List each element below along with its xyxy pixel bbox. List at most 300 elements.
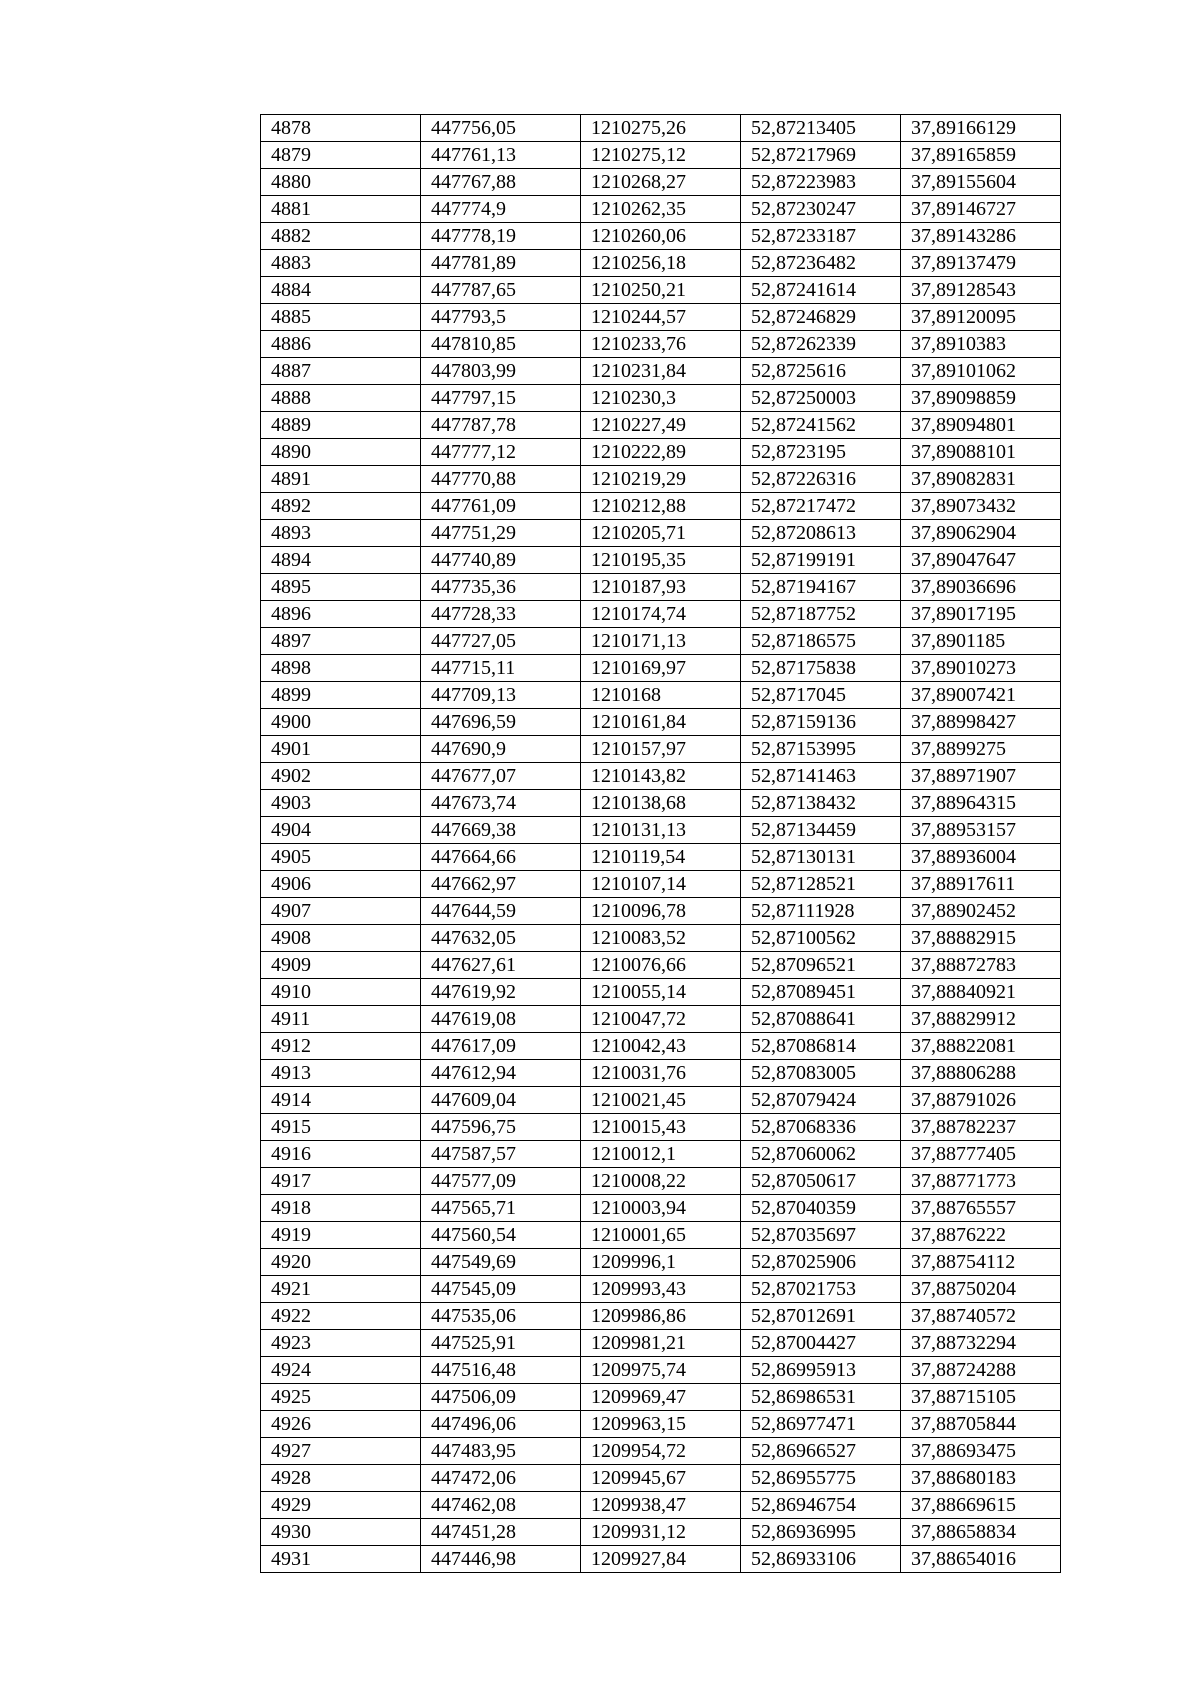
y-coordinate-cell: 1210205,71 [581, 520, 741, 547]
point-number-cell: 4928 [261, 1465, 421, 1492]
y-coordinate-cell: 1210157,97 [581, 736, 741, 763]
x-coordinate-cell: 447560,54 [421, 1222, 581, 1249]
longitude-cell: 37,88806288 [901, 1060, 1061, 1087]
latitude-cell: 52,87208613 [741, 520, 901, 547]
longitude-cell: 37,88754112 [901, 1249, 1061, 1276]
longitude-cell: 37,89047647 [901, 547, 1061, 574]
longitude-cell: 37,89166129 [901, 115, 1061, 142]
table-row [261, 1141, 1061, 1168]
latitude-cell: 52,87130131 [741, 844, 901, 871]
latitude-cell: 52,87060062 [741, 1141, 901, 1168]
longitude-cell: 37,88654016 [901, 1546, 1061, 1573]
x-coordinate-cell: 447545,09 [421, 1276, 581, 1303]
x-coordinate-cell: 447761,13 [421, 142, 581, 169]
longitude-cell: 37,89146727 [901, 196, 1061, 223]
latitude-cell: 52,87089451 [741, 979, 901, 1006]
point-number-cell: 4919 [261, 1222, 421, 1249]
y-coordinate-cell: 1209993,43 [581, 1276, 741, 1303]
point-number-cell: 4920 [261, 1249, 421, 1276]
longitude-cell: 37,88902452 [901, 898, 1061, 925]
latitude-cell: 52,87079424 [741, 1087, 901, 1114]
longitude-cell: 37,89062904 [901, 520, 1061, 547]
point-number-cell: 4908 [261, 925, 421, 952]
longitude-cell: 37,89098859 [901, 385, 1061, 412]
table-row [261, 1411, 1061, 1438]
table-row [261, 439, 1061, 466]
y-coordinate-cell: 1210222,89 [581, 439, 741, 466]
y-coordinate-cell: 1210031,76 [581, 1060, 741, 1087]
point-number-cell: 4912 [261, 1033, 421, 1060]
table-row [261, 1492, 1061, 1519]
y-coordinate-cell: 1210187,93 [581, 574, 741, 601]
latitude-cell: 52,86955775 [741, 1465, 901, 1492]
y-coordinate-cell: 1210012,1 [581, 1141, 741, 1168]
point-number-cell: 4901 [261, 736, 421, 763]
point-number-cell: 4913 [261, 1060, 421, 1087]
latitude-cell: 52,87035697 [741, 1222, 901, 1249]
point-number-cell: 4906 [261, 871, 421, 898]
latitude-cell: 52,87153995 [741, 736, 901, 763]
table-row [261, 682, 1061, 709]
point-number-cell: 4904 [261, 817, 421, 844]
point-number-cell: 4896 [261, 601, 421, 628]
x-coordinate-cell: 447664,66 [421, 844, 581, 871]
table-row [261, 1330, 1061, 1357]
latitude-cell: 52,86977471 [741, 1411, 901, 1438]
point-number-cell: 4931 [261, 1546, 421, 1573]
y-coordinate-cell: 1210119,54 [581, 844, 741, 871]
x-coordinate-cell: 447673,74 [421, 790, 581, 817]
latitude-cell: 52,87021753 [741, 1276, 901, 1303]
coordinates-table [260, 114, 1061, 1573]
latitude-cell: 52,87223983 [741, 169, 901, 196]
longitude-cell: 37,88829912 [901, 1006, 1061, 1033]
point-number-cell: 4880 [261, 169, 421, 196]
latitude-cell: 52,87194167 [741, 574, 901, 601]
longitude-cell: 37,88872783 [901, 952, 1061, 979]
longitude-cell: 37,89101062 [901, 358, 1061, 385]
latitude-cell: 52,87246829 [741, 304, 901, 331]
point-number-cell: 4914 [261, 1087, 421, 1114]
y-coordinate-cell: 1210083,52 [581, 925, 741, 952]
point-number-cell: 4929 [261, 1492, 421, 1519]
latitude-cell: 52,87236482 [741, 250, 901, 277]
latitude-cell: 52,87159136 [741, 709, 901, 736]
longitude-cell: 37,88740572 [901, 1303, 1061, 1330]
x-coordinate-cell: 447577,09 [421, 1168, 581, 1195]
table-row [261, 196, 1061, 223]
table-row [261, 898, 1061, 925]
longitude-cell: 37,89010273 [901, 655, 1061, 682]
x-coordinate-cell: 447644,59 [421, 898, 581, 925]
y-coordinate-cell: 1210055,14 [581, 979, 741, 1006]
table-row [261, 412, 1061, 439]
y-coordinate-cell: 1210138,68 [581, 790, 741, 817]
x-coordinate-cell: 447483,95 [421, 1438, 581, 1465]
y-coordinate-cell: 1210096,78 [581, 898, 741, 925]
coordinates-table-body [261, 115, 1061, 1573]
latitude-cell: 52,87175838 [741, 655, 901, 682]
table-row [261, 979, 1061, 1006]
longitude-cell: 37,88658834 [901, 1519, 1061, 1546]
table-row [261, 1303, 1061, 1330]
longitude-cell: 37,88953157 [901, 817, 1061, 844]
y-coordinate-cell: 1210260,06 [581, 223, 741, 250]
table-row [261, 1006, 1061, 1033]
x-coordinate-cell: 447587,57 [421, 1141, 581, 1168]
longitude-cell: 37,89165859 [901, 142, 1061, 169]
table-row [261, 1033, 1061, 1060]
table-row [261, 385, 1061, 412]
y-coordinate-cell: 1209981,21 [581, 1330, 741, 1357]
y-coordinate-cell: 1210015,43 [581, 1114, 741, 1141]
longitude-cell: 37,89073432 [901, 493, 1061, 520]
longitude-cell: 37,88917611 [901, 871, 1061, 898]
table-row [261, 1384, 1061, 1411]
table-row [261, 817, 1061, 844]
x-coordinate-cell: 447761,09 [421, 493, 581, 520]
point-number-cell: 4879 [261, 142, 421, 169]
longitude-cell: 37,88777405 [901, 1141, 1061, 1168]
y-coordinate-cell: 1210174,74 [581, 601, 741, 628]
latitude-cell: 52,87134459 [741, 817, 901, 844]
table-row [261, 1114, 1061, 1141]
point-number-cell: 4903 [261, 790, 421, 817]
y-coordinate-cell: 1210230,3 [581, 385, 741, 412]
y-coordinate-cell: 1209931,12 [581, 1519, 741, 1546]
longitude-cell: 37,8901185 [901, 628, 1061, 655]
y-coordinate-cell: 1210001,65 [581, 1222, 741, 1249]
latitude-cell: 52,87141463 [741, 763, 901, 790]
longitude-cell: 37,89017195 [901, 601, 1061, 628]
x-coordinate-cell: 447770,88 [421, 466, 581, 493]
longitude-cell: 37,88765557 [901, 1195, 1061, 1222]
y-coordinate-cell: 1210219,29 [581, 466, 741, 493]
x-coordinate-cell: 447709,13 [421, 682, 581, 709]
point-number-cell: 4885 [261, 304, 421, 331]
latitude-cell: 52,8723195 [741, 439, 901, 466]
latitude-cell: 52,87186575 [741, 628, 901, 655]
x-coordinate-cell: 447669,38 [421, 817, 581, 844]
y-coordinate-cell: 1210231,84 [581, 358, 741, 385]
latitude-cell: 52,87199191 [741, 547, 901, 574]
longitude-cell: 37,89007421 [901, 682, 1061, 709]
table-row [261, 736, 1061, 763]
y-coordinate-cell: 1210131,13 [581, 817, 741, 844]
x-coordinate-cell: 447451,28 [421, 1519, 581, 1546]
point-number-cell: 4886 [261, 331, 421, 358]
point-number-cell: 4923 [261, 1330, 421, 1357]
point-number-cell: 4924 [261, 1357, 421, 1384]
table-row [261, 547, 1061, 574]
y-coordinate-cell: 1210227,49 [581, 412, 741, 439]
longitude-cell: 37,89120095 [901, 304, 1061, 331]
point-number-cell: 4915 [261, 1114, 421, 1141]
y-coordinate-cell: 1209969,47 [581, 1384, 741, 1411]
latitude-cell: 52,87217969 [741, 142, 901, 169]
longitude-cell: 37,89128543 [901, 277, 1061, 304]
longitude-cell: 37,88732294 [901, 1330, 1061, 1357]
y-coordinate-cell: 1210244,57 [581, 304, 741, 331]
latitude-cell: 52,87111928 [741, 898, 901, 925]
table-row [261, 277, 1061, 304]
y-coordinate-cell: 1210233,76 [581, 331, 741, 358]
y-coordinate-cell: 1210250,21 [581, 277, 741, 304]
x-coordinate-cell: 447627,61 [421, 952, 581, 979]
table-row [261, 1465, 1061, 1492]
longitude-cell: 37,88840921 [901, 979, 1061, 1006]
latitude-cell: 52,87241562 [741, 412, 901, 439]
longitude-cell: 37,88705844 [901, 1411, 1061, 1438]
point-number-cell: 4878 [261, 115, 421, 142]
longitude-cell: 37,89036696 [901, 574, 1061, 601]
longitude-cell: 37,89155604 [901, 169, 1061, 196]
x-coordinate-cell: 447767,88 [421, 169, 581, 196]
y-coordinate-cell: 1210168 [581, 682, 741, 709]
point-number-cell: 4911 [261, 1006, 421, 1033]
point-number-cell: 4927 [261, 1438, 421, 1465]
latitude-cell: 52,87226316 [741, 466, 901, 493]
latitude-cell: 52,87004427 [741, 1330, 901, 1357]
point-number-cell: 4925 [261, 1384, 421, 1411]
point-number-cell: 4907 [261, 898, 421, 925]
table-row [261, 331, 1061, 358]
x-coordinate-cell: 447735,36 [421, 574, 581, 601]
latitude-cell: 52,86946754 [741, 1492, 901, 1519]
x-coordinate-cell: 447715,11 [421, 655, 581, 682]
table-row [261, 952, 1061, 979]
x-coordinate-cell: 447740,89 [421, 547, 581, 574]
table-row [261, 655, 1061, 682]
y-coordinate-cell: 1210275,26 [581, 115, 741, 142]
point-number-cell: 4881 [261, 196, 421, 223]
latitude-cell: 52,86933106 [741, 1546, 901, 1573]
y-coordinate-cell: 1209938,47 [581, 1492, 741, 1519]
longitude-cell: 37,89088101 [901, 439, 1061, 466]
latitude-cell: 52,87012691 [741, 1303, 901, 1330]
y-coordinate-cell: 1210143,82 [581, 763, 741, 790]
y-coordinate-cell: 1209927,84 [581, 1546, 741, 1573]
point-number-cell: 4909 [261, 952, 421, 979]
latitude-cell: 52,8725616 [741, 358, 901, 385]
longitude-cell: 37,89094801 [901, 412, 1061, 439]
y-coordinate-cell: 1210107,14 [581, 871, 741, 898]
latitude-cell: 52,86995913 [741, 1357, 901, 1384]
table-row [261, 925, 1061, 952]
longitude-cell: 37,89143286 [901, 223, 1061, 250]
y-coordinate-cell: 1210161,84 [581, 709, 741, 736]
latitude-cell: 52,87040359 [741, 1195, 901, 1222]
x-coordinate-cell: 447462,08 [421, 1492, 581, 1519]
longitude-cell: 37,88998427 [901, 709, 1061, 736]
point-number-cell: 4895 [261, 574, 421, 601]
x-coordinate-cell: 447810,85 [421, 331, 581, 358]
point-number-cell: 4889 [261, 412, 421, 439]
point-number-cell: 4883 [261, 250, 421, 277]
table-row [261, 1357, 1061, 1384]
y-coordinate-cell: 1210076,66 [581, 952, 741, 979]
table-row [261, 169, 1061, 196]
x-coordinate-cell: 447696,59 [421, 709, 581, 736]
y-coordinate-cell: 1209996,1 [581, 1249, 741, 1276]
point-number-cell: 4898 [261, 655, 421, 682]
y-coordinate-cell: 1209975,74 [581, 1357, 741, 1384]
y-coordinate-cell: 1209963,15 [581, 1411, 741, 1438]
x-coordinate-cell: 447774,9 [421, 196, 581, 223]
point-number-cell: 4888 [261, 385, 421, 412]
y-coordinate-cell: 1210169,97 [581, 655, 741, 682]
table-row [261, 1060, 1061, 1087]
longitude-cell: 37,88680183 [901, 1465, 1061, 1492]
table-row [261, 1519, 1061, 1546]
table-row [261, 520, 1061, 547]
x-coordinate-cell: 447506,09 [421, 1384, 581, 1411]
x-coordinate-cell: 447781,89 [421, 250, 581, 277]
x-coordinate-cell: 447778,19 [421, 223, 581, 250]
latitude-cell: 52,87083005 [741, 1060, 901, 1087]
table-row [261, 574, 1061, 601]
point-number-cell: 4922 [261, 1303, 421, 1330]
table-row [261, 250, 1061, 277]
latitude-cell: 52,87241614 [741, 277, 901, 304]
point-number-cell: 4882 [261, 223, 421, 250]
point-number-cell: 4921 [261, 1276, 421, 1303]
longitude-cell: 37,88936004 [901, 844, 1061, 871]
longitude-cell: 37,88669615 [901, 1492, 1061, 1519]
point-number-cell: 4930 [261, 1519, 421, 1546]
latitude-cell: 52,87250003 [741, 385, 901, 412]
table-row [261, 1168, 1061, 1195]
latitude-cell: 52,87096521 [741, 952, 901, 979]
latitude-cell: 52,86986531 [741, 1384, 901, 1411]
x-coordinate-cell: 447677,07 [421, 763, 581, 790]
table-row [261, 844, 1061, 871]
point-number-cell: 4916 [261, 1141, 421, 1168]
y-coordinate-cell: 1210008,22 [581, 1168, 741, 1195]
longitude-cell: 37,88771773 [901, 1168, 1061, 1195]
y-coordinate-cell: 1210275,12 [581, 142, 741, 169]
latitude-cell: 52,87233187 [741, 223, 901, 250]
table-row [261, 493, 1061, 520]
x-coordinate-cell: 447609,04 [421, 1087, 581, 1114]
longitude-cell: 37,88782237 [901, 1114, 1061, 1141]
x-coordinate-cell: 447549,69 [421, 1249, 581, 1276]
x-coordinate-cell: 447535,06 [421, 1303, 581, 1330]
table-row [261, 790, 1061, 817]
y-coordinate-cell: 1210262,35 [581, 196, 741, 223]
table-row [261, 223, 1061, 250]
table-row [261, 763, 1061, 790]
latitude-cell: 52,86936995 [741, 1519, 901, 1546]
point-number-cell: 4894 [261, 547, 421, 574]
point-number-cell: 4893 [261, 520, 421, 547]
x-coordinate-cell: 447756,05 [421, 115, 581, 142]
point-number-cell: 4900 [261, 709, 421, 736]
longitude-cell: 37,8910383 [901, 331, 1061, 358]
table-row [261, 142, 1061, 169]
x-coordinate-cell: 447617,09 [421, 1033, 581, 1060]
point-number-cell: 4926 [261, 1411, 421, 1438]
latitude-cell: 52,87217472 [741, 493, 901, 520]
x-coordinate-cell: 447446,98 [421, 1546, 581, 1573]
table-row [261, 358, 1061, 385]
table-row [261, 601, 1061, 628]
longitude-cell: 37,88750204 [901, 1276, 1061, 1303]
table-row [261, 466, 1061, 493]
table-row [261, 709, 1061, 736]
latitude-cell: 52,87187752 [741, 601, 901, 628]
x-coordinate-cell: 447751,29 [421, 520, 581, 547]
longitude-cell: 37,89137479 [901, 250, 1061, 277]
x-coordinate-cell: 447727,05 [421, 628, 581, 655]
x-coordinate-cell: 447793,5 [421, 304, 581, 331]
table-row [261, 871, 1061, 898]
y-coordinate-cell: 1210003,94 [581, 1195, 741, 1222]
point-number-cell: 4910 [261, 979, 421, 1006]
point-number-cell: 4918 [261, 1195, 421, 1222]
table-row [261, 1222, 1061, 1249]
point-number-cell: 4890 [261, 439, 421, 466]
x-coordinate-cell: 447690,9 [421, 736, 581, 763]
table-row [261, 1546, 1061, 1573]
point-number-cell: 4897 [261, 628, 421, 655]
point-number-cell: 4891 [261, 466, 421, 493]
y-coordinate-cell: 1210021,45 [581, 1087, 741, 1114]
latitude-cell: 52,87230247 [741, 196, 901, 223]
x-coordinate-cell: 447472,06 [421, 1465, 581, 1492]
x-coordinate-cell: 447565,71 [421, 1195, 581, 1222]
y-coordinate-cell: 1209954,72 [581, 1438, 741, 1465]
longitude-cell: 37,88715105 [901, 1384, 1061, 1411]
x-coordinate-cell: 447496,06 [421, 1411, 581, 1438]
x-coordinate-cell: 447596,75 [421, 1114, 581, 1141]
longitude-cell: 37,88693475 [901, 1438, 1061, 1465]
point-number-cell: 4917 [261, 1168, 421, 1195]
table-row [261, 1087, 1061, 1114]
y-coordinate-cell: 1210195,35 [581, 547, 741, 574]
point-number-cell: 4902 [261, 763, 421, 790]
latitude-cell: 52,87068336 [741, 1114, 901, 1141]
longitude-cell: 37,88882915 [901, 925, 1061, 952]
longitude-cell: 37,88964315 [901, 790, 1061, 817]
y-coordinate-cell: 1210212,88 [581, 493, 741, 520]
point-number-cell: 4905 [261, 844, 421, 871]
longitude-cell: 37,88724288 [901, 1357, 1061, 1384]
latitude-cell: 52,87025906 [741, 1249, 901, 1276]
longitude-cell: 37,88971907 [901, 763, 1061, 790]
x-coordinate-cell: 447525,91 [421, 1330, 581, 1357]
point-number-cell: 4892 [261, 493, 421, 520]
latitude-cell: 52,8717045 [741, 682, 901, 709]
point-number-cell: 4887 [261, 358, 421, 385]
table-row [261, 115, 1061, 142]
y-coordinate-cell: 1209986,86 [581, 1303, 741, 1330]
point-number-cell: 4884 [261, 277, 421, 304]
longitude-cell: 37,88822081 [901, 1033, 1061, 1060]
table-row [261, 1249, 1061, 1276]
y-coordinate-cell: 1210268,27 [581, 169, 741, 196]
y-coordinate-cell: 1209945,67 [581, 1465, 741, 1492]
x-coordinate-cell: 447787,65 [421, 277, 581, 304]
latitude-cell: 52,87088641 [741, 1006, 901, 1033]
x-coordinate-cell: 447803,99 [421, 358, 581, 385]
x-coordinate-cell: 447797,15 [421, 385, 581, 412]
y-coordinate-cell: 1210042,43 [581, 1033, 741, 1060]
latitude-cell: 52,87213405 [741, 115, 901, 142]
longitude-cell: 37,89082831 [901, 466, 1061, 493]
latitude-cell: 52,87086814 [741, 1033, 901, 1060]
longitude-cell: 37,88791026 [901, 1087, 1061, 1114]
